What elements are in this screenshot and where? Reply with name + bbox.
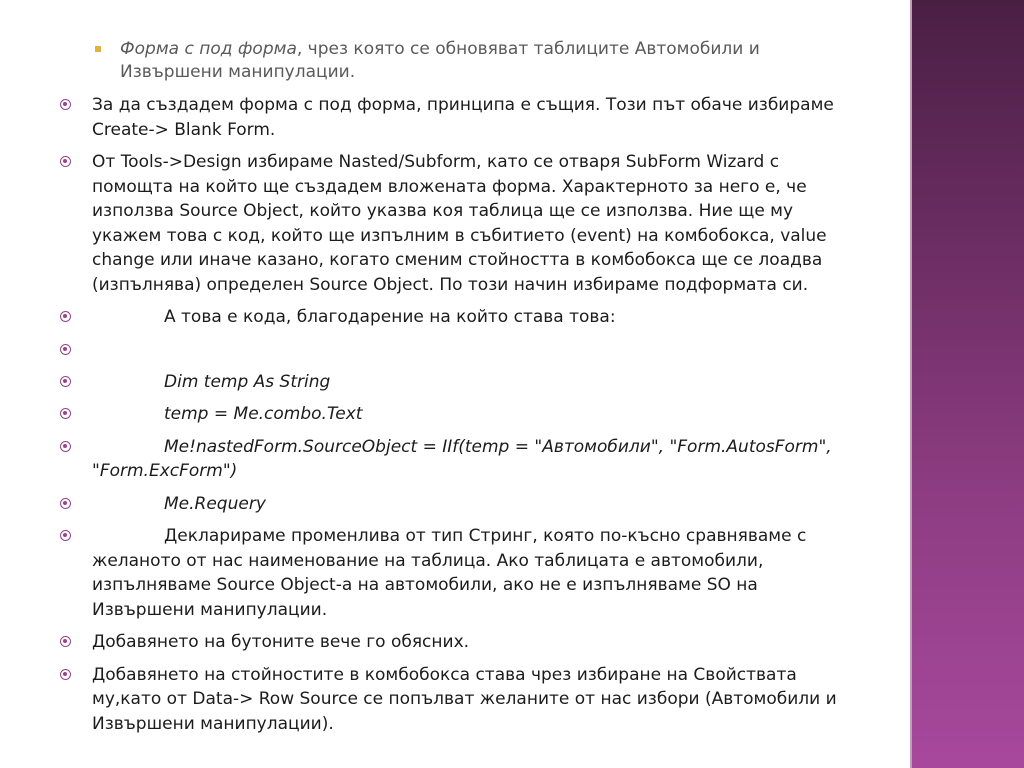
bullet-item-code-requery — [60, 492, 860, 517]
bullet-item-code-temp — [60, 402, 860, 427]
bullet-item-combobox-values — [60, 663, 860, 737]
bullet-item-buttons — [60, 630, 860, 655]
bullet-text: Декларираме променлива от тип Стринг, която по-късно сравняваме с желаното от нас наименование на таблица. Ако таблицата е автомобили, изпълняваме Source Object-а на автомобили, ако не е изпълняваме SO на Извършени манипулации. — [92, 526, 807, 620]
bullet-text: От Tools->Design избираме Nasted/Subform, като се отваря SubForm Wizard с помощта на който ще създадем вложената форма. Характерното за него е, че използва Source Object, който указва коя таблица ще се използва. Ние ще му укажем това с код, който ще изпълним в събитието (event) на комбобокса, value change или иначе казано, когато сменим стойността в комбобокса ще се лоадва (изпълнява) определен Source Object. По този начин избираме подформата си. — [92, 152, 827, 295]
sub-bullet-text: , чрез която се обновяват таблиците Автомобили и Извършени манипулации. — [120, 39, 760, 82]
sub-bullet-item — [120, 38, 860, 84]
circle-bullet-icon — [60, 156, 71, 167]
circle-bullet-icon — [60, 441, 71, 452]
circle-bullet-icon — [60, 344, 71, 355]
sub-bullet-italic: Форма с под форма — [120, 39, 297, 59]
code-line: Me!nastedForm.SourceObject = IIf(temp = "Автомобили", "Form.AutosForm", "Form.ExcForm") — [92, 436, 832, 481]
circle-bullet-icon — [60, 669, 71, 680]
bullet-text: Добавянето на стойностите в комбобокса става чрез избиране на Свойствата му,като от Data-> Row Source се попълват желаните от нас избори (Автомобили и Извършени манипулации). — [92, 664, 837, 734]
bullet-text: А това е кода, благодарение на който става това: — [164, 307, 616, 327]
bullet-item-explanation — [60, 524, 860, 622]
slide-content — [60, 38, 860, 744]
bullet-item-code-intro — [60, 305, 860, 330]
bullet-item-create — [60, 93, 860, 142]
square-bullet-icon — [95, 46, 101, 52]
circle-bullet-icon — [60, 408, 71, 419]
bullet-text: За да създадем форма с под форма, принципа е същия. Този път обаче избираме Create-> Blank Form. — [92, 95, 834, 140]
code-line: temp = Me.combo.Text — [164, 404, 363, 424]
circle-bullet-icon — [60, 498, 71, 509]
code-line: Me.Requery — [164, 493, 266, 514]
bullet-item-code-iif — [60, 435, 860, 484]
bullet-item-empty — [60, 338, 860, 362]
circle-bullet-icon — [60, 376, 71, 387]
bullet-text: Добавянето на бутоните вече го обясних. — [92, 632, 470, 652]
bullet-item-subform — [60, 150, 860, 297]
circle-bullet-icon — [60, 636, 71, 647]
circle-bullet-icon — [60, 99, 71, 110]
side-decorative-band — [912, 0, 1024, 768]
circle-bullet-icon — [60, 311, 71, 322]
circle-bullet-icon — [60, 530, 71, 541]
bullet-item-code-dim — [60, 370, 860, 395]
code-line: Dim temp As String — [164, 371, 331, 392]
